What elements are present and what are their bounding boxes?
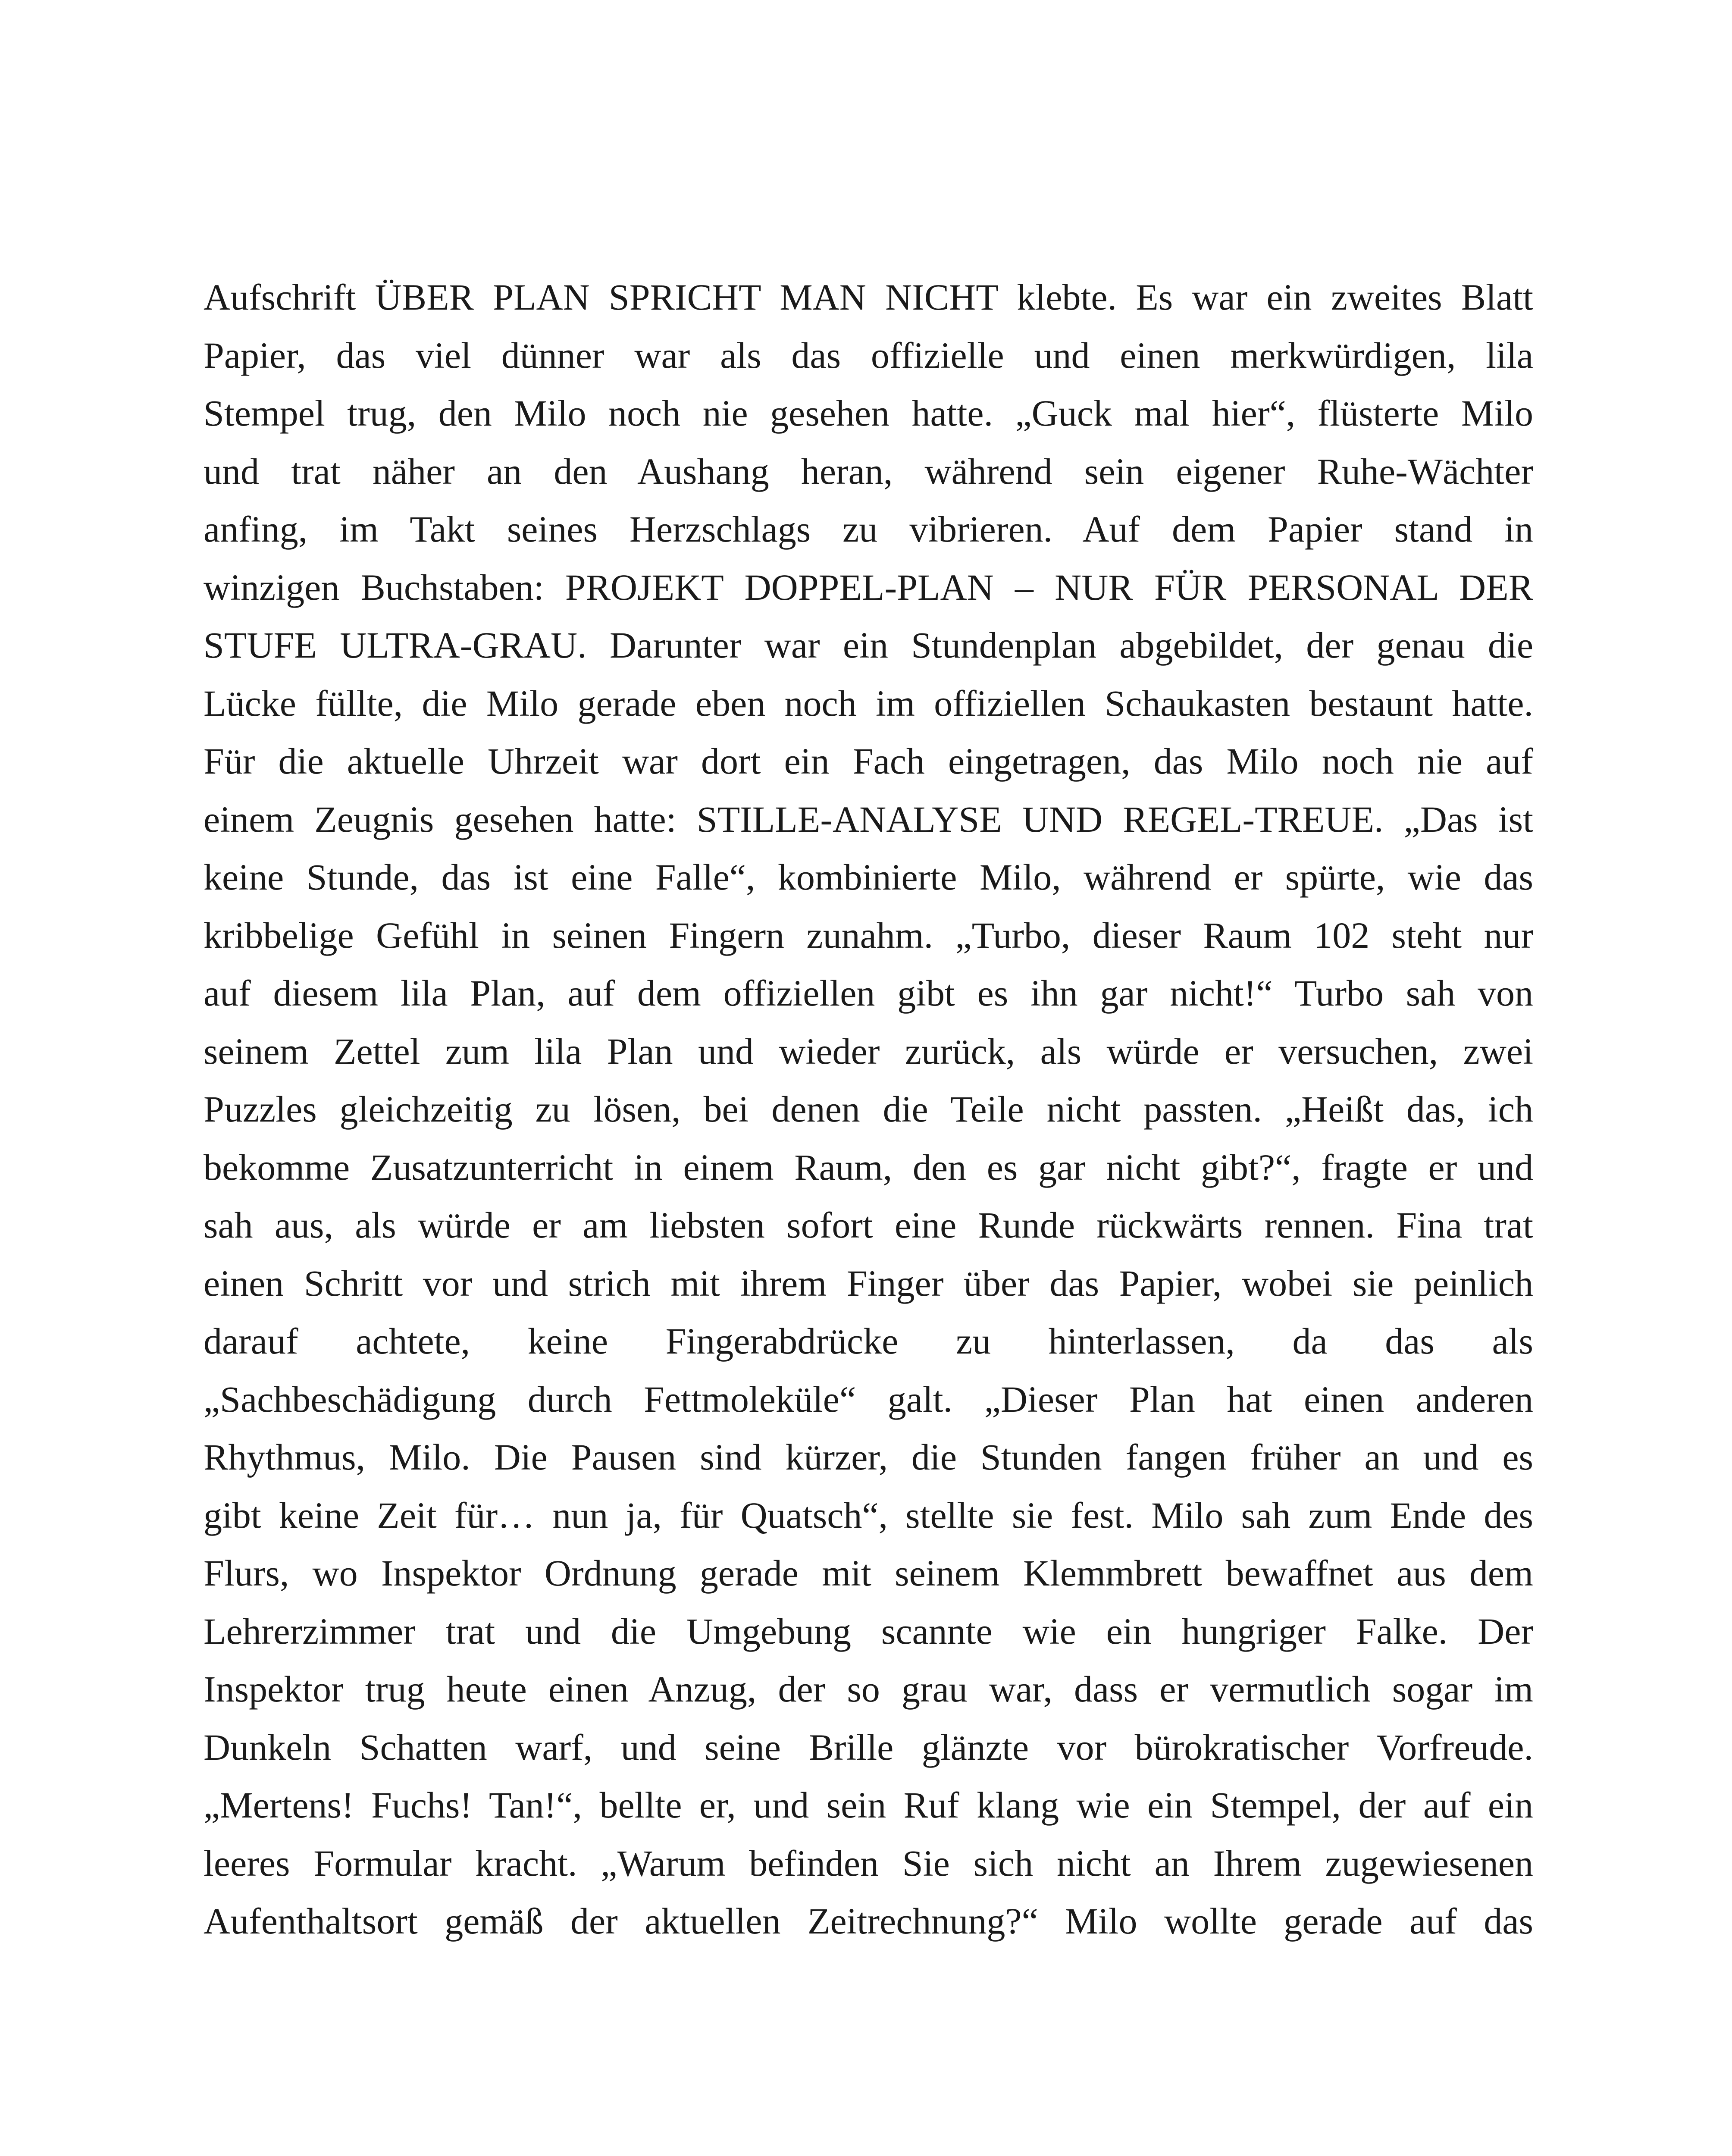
text-line: STUFE ULTRA-GRAU. Darunter war ein Stundenplan abgebildet, der genau die — [204, 624, 1533, 666]
text-line: leeres Formular kracht. „Warum befinden Sie sich nicht an Ihrem zugewiesenen — [204, 1842, 1533, 1884]
text-line: seinem Zettel zum lila Plan und wieder zurück, als würde er versuchen, zwei — [204, 1030, 1533, 1072]
text-line: Aufenthaltsort gemäß der aktuellen Zeitrechnung?“ Milo wollte gerade auf das — [204, 1900, 1533, 1942]
text-line: Aufschrift ÜBER PLAN SPRICHT MAN NICHT klebte. Es war ein zweites Blatt — [204, 276, 1533, 318]
body-paragraph — [204, 268, 1533, 1950]
text-line: kribbelige Gefühl in seinen Fingern zunahm. „Turbo, dieser Raum 102 steht nur — [204, 914, 1533, 956]
text-line: Dunkeln Schatten warf, und seine Brille glänzte vor bürokratischer Vorfreude. — [204, 1726, 1533, 1768]
text-line: einem Zeugnis gesehen hatte: STILLE-ANALYSE UND REGEL-TREUE. „Das ist — [204, 798, 1533, 840]
text-line: Lücke füllte, die Milo gerade eben noch im offiziellen Schaukasten bestaunt hatte. — [204, 682, 1533, 724]
text-line: Flurs, wo Inspektor Ordnung gerade mit seinem Klemmbrett bewaffnet aus dem — [204, 1552, 1533, 1594]
text-line: Für die aktuelle Uhrzeit war dort ein Fach eingetragen, das Milo noch nie auf — [204, 740, 1533, 782]
text-line: darauf achtete, keine Fingerabdrücke zu hinterlassen, da das als — [204, 1320, 1533, 1362]
text-line: Lehrerzimmer trat und die Umgebung scannte wie ein hungriger Falke. Der — [204, 1610, 1533, 1652]
text-line: Rhythmus, Milo. Die Pausen sind kürzer, die Stunden fangen früher an und es — [204, 1436, 1533, 1478]
text-line: Inspektor trug heute einen Anzug, der so grau war, dass er vermutlich sogar im — [204, 1668, 1533, 1710]
text-line: auf diesem lila Plan, auf dem offiziellen gibt es ihn gar nicht!“ Turbo sah von — [204, 972, 1533, 1014]
text-line: anfing, im Takt seines Herzschlags zu vibrieren. Auf dem Papier stand in — [204, 508, 1533, 550]
text-line: sah aus, als würde er am liebsten sofort eine Runde rückwärts rennen. Fina trat — [204, 1204, 1533, 1246]
text-line: Puzzles gleichzeitig zu lösen, bei denen die Teile nicht passten. „Heißt das, ich — [204, 1088, 1533, 1130]
text-line: gibt keine Zeit für… nun ja, für Quatsch“, stellte sie fest. Milo sah zum Ende des — [204, 1494, 1533, 1536]
text-line: winzigen Buchstaben: PROJEKT DOPPEL-PLAN – NUR FÜR PERSONAL DER — [204, 566, 1533, 608]
text-line: Stempel trug, den Milo noch nie gesehen hatte. „Guck mal hier“, flüsterte Milo — [204, 392, 1533, 434]
text-line: „Mertens! Fuchs! Tan!“, bellte er, und sein Ruf klang wie ein Stempel, der auf ein — [204, 1784, 1533, 1826]
text-line: „Sachbeschädigung durch Fettmoleküle“ galt. „Dieser Plan hat einen anderen — [204, 1378, 1533, 1420]
text-line: Papier, das viel dünner war als das offizielle und einen merkwürdigen, lila — [204, 334, 1533, 376]
text-line: bekomme Zusatzunterricht in einem Raum, den es gar nicht gibt?“, fragte er und — [204, 1146, 1533, 1188]
text-line: und trat näher an den Aushang heran, während sein eigener Ruhe-Wächter — [204, 450, 1533, 492]
text-line: keine Stunde, das ist eine Falle“, kombinierte Milo, während er spürte, wie das — [204, 856, 1533, 898]
text-line: einen Schritt vor und strich mit ihrem Finger über das Papier, wobei sie peinlich — [204, 1262, 1533, 1304]
